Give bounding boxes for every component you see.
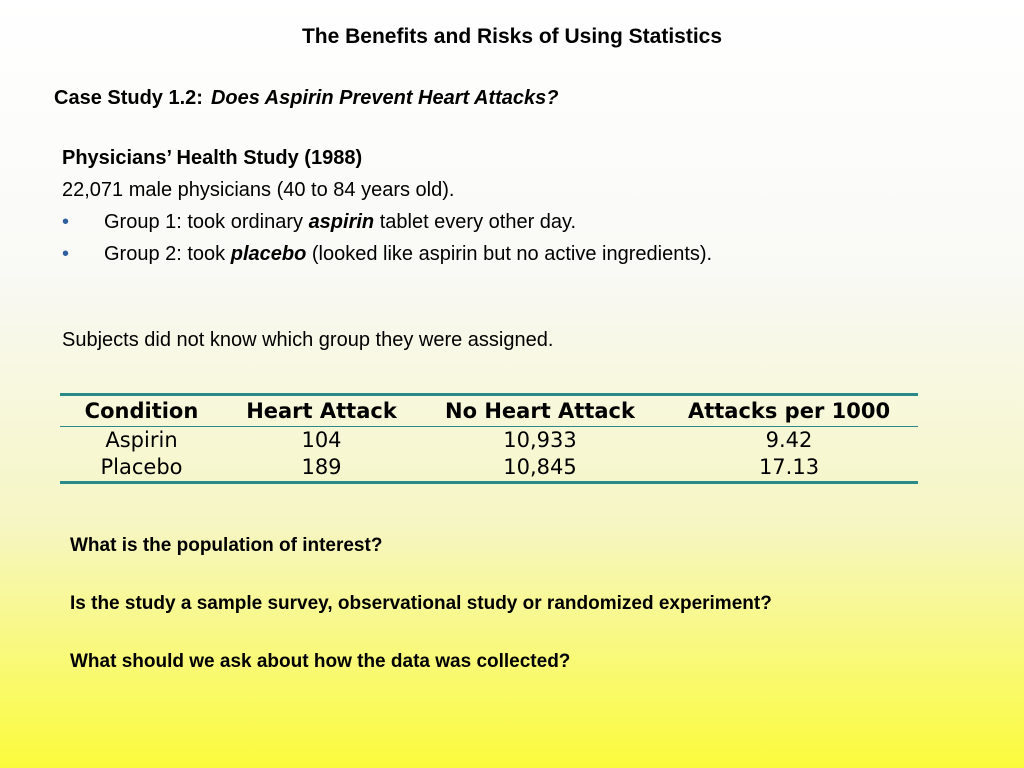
- bullet-icon: •: [62, 211, 70, 233]
- group-1-text: Group 1: took ordinary: [104, 211, 309, 233]
- table-cell: 10,933: [503, 428, 577, 452]
- case-study-question: Does Aspirin Prevent Heart Attacks?: [210, 87, 559, 109]
- table-cell: 17.13: [758, 455, 820, 479]
- table-header-row: [60, 396, 918, 427]
- table-cell: Placebo: [100, 455, 183, 479]
- bullet-icon: •: [62, 243, 70, 265]
- group-1-text-end: tablet every other day.: [374, 211, 577, 233]
- bullet-group-2: [62, 238, 712, 270]
- slide-title: The Benefits and Risks of Using Statistics: [301, 25, 723, 48]
- blinding-note: Subjects did not know which group they were assigned.: [62, 329, 554, 351]
- study-subjects-line: 22,071 male physicians (40 to 84 years old).: [62, 179, 455, 201]
- table-cell: 9.42: [765, 428, 813, 452]
- table-header-cell: Attacks per 1000: [687, 399, 891, 423]
- table-header-cell: No Heart Attack: [445, 399, 635, 423]
- table-cell: 10,845: [503, 455, 577, 479]
- study-description: [62, 142, 712, 270]
- question-data-collection: What should we ask about how the data was collected?: [70, 651, 571, 672]
- group-2-emphasis: placebo: [230, 243, 307, 265]
- question-study-type: Is the study a sample survey, observational study or randomized experiment?: [70, 593, 772, 614]
- results-table: [60, 393, 918, 484]
- table-row: [60, 454, 918, 481]
- case-study-heading: [54, 87, 558, 110]
- table-header-cell: Heart Attack: [246, 399, 397, 423]
- group-2-text: Group 2: took: [104, 243, 231, 265]
- table-header-cell: Condition: [84, 399, 199, 423]
- group-2-text-end: (looked like aspirin but no active ingredients).: [306, 243, 713, 265]
- table-cell: 189: [301, 455, 342, 479]
- group-1-emphasis: aspirin: [308, 211, 375, 233]
- table-cell: 104: [301, 428, 342, 452]
- bullet-group-1: [62, 206, 712, 238]
- case-study-label: Case Study 1.2:: [54, 87, 203, 109]
- table-cell: Aspirin: [105, 428, 178, 452]
- discussion-questions: [70, 535, 772, 709]
- table-row: [60, 427, 918, 454]
- table-body: [60, 427, 918, 481]
- question-population: What is the population of interest?: [70, 535, 383, 556]
- study-heading: Physicians’ Health Study (1988): [62, 147, 363, 169]
